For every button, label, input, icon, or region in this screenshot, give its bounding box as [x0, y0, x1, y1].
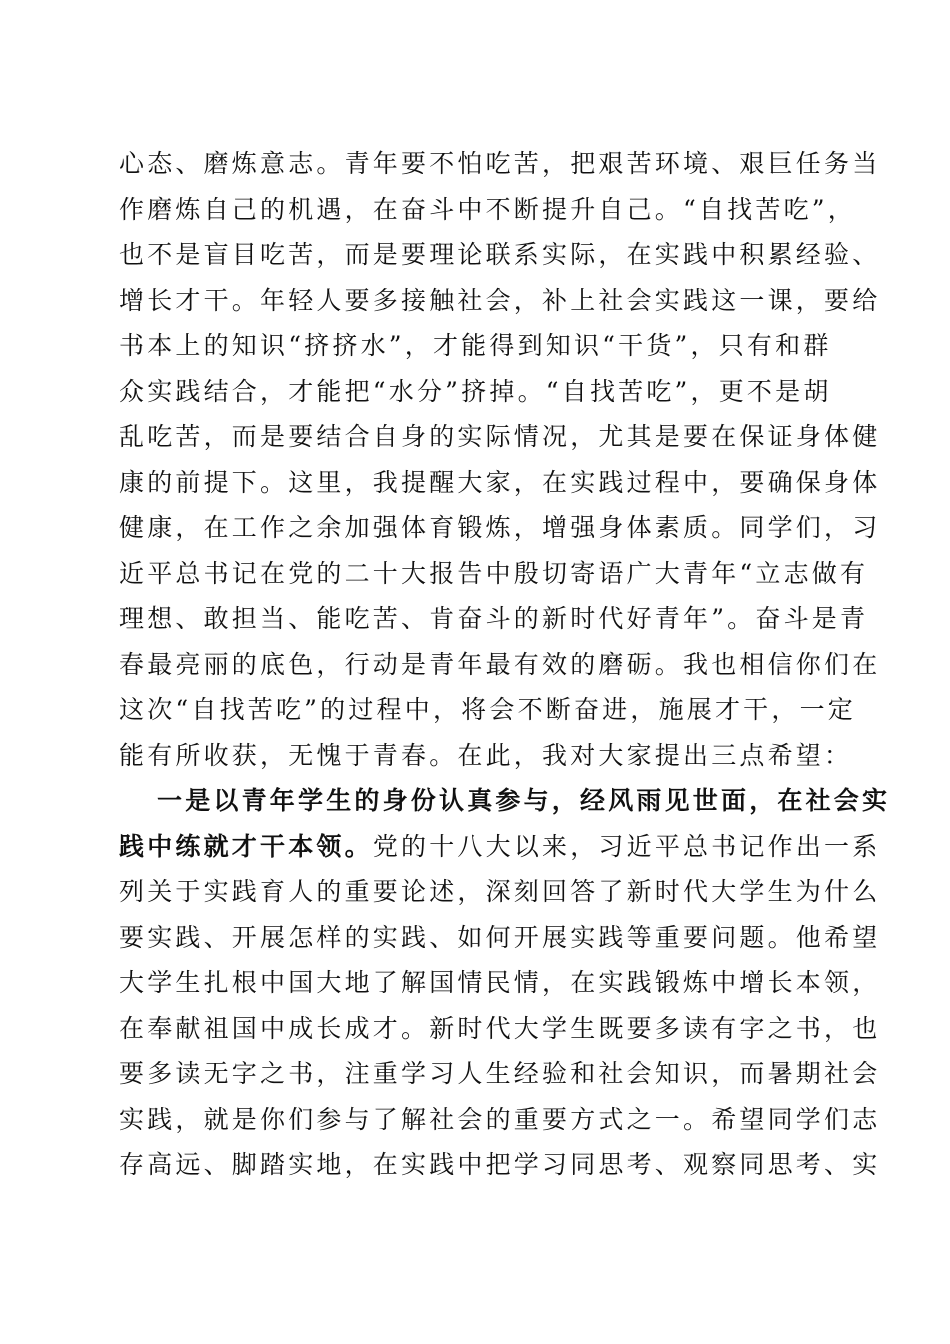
text-line: 这次“自找苦吃”的过程中，将会不断奋进，施展才干，一定: [119, 695, 856, 724]
text-line: 健康，在工作之余加强体育锻炼，增强身体素质。同学们，习: [119, 513, 881, 542]
text-line: 理想、敢担当、能吃苦、肯奋斗的新时代好青年”。奋斗是青: [119, 604, 869, 633]
text-line: 大学生扎根中国大地了解国情民情，在实践锻炼中增长本领，: [119, 968, 881, 997]
text-line: 列关于实践育人的重要论述，深刻回答了新时代大学生为什么: [119, 877, 881, 906]
text-line: 众实践结合，才能把“水分”挤掉。“自找苦吃”，更不是胡: [119, 376, 832, 406]
text-line: 能有所收获，无愧于青春。在此，我对大家提出三点希望：: [119, 740, 853, 770]
text-line: 康的前提下。这里，我提醒大家，在实践过程中，要确保身体: [119, 467, 881, 497]
text-line: 作磨炼自己的机遇，在奋斗中不断提升自己。“自找苦吃”，: [119, 194, 856, 224]
first-hope-heading-end: 践中练就才干本领。: [119, 831, 373, 861]
text-line: [119, 824, 881, 870]
text-line-rest: 党的十八大以来，习近平总书记作出一系: [372, 831, 881, 861]
first-hope-heading: 一是以青年学生的身份认真参与，经风雨见世面，在社会实: [157, 786, 891, 815]
text-line: 春最亮丽的底色，行动是青年最有效的磨砺。我也相信你们在: [119, 649, 881, 679]
body-text: [119, 141, 891, 1188]
text-line: 实践，就是你们参与了解社会的重要方式之一。希望同学们志: [119, 1104, 881, 1134]
paragraph-hopes-intro: [119, 141, 881, 778]
text-line: 乱吃苦，而是要结合自身的实际情况，尤其是要在保证身体健: [119, 422, 881, 451]
text-line: 增长才干。年轻人要多接触社会，补上社会实践这一课，要给: [119, 285, 881, 315]
text-line: 要实践、开展怎样的实践、如何开展实践等重要问题。他希望: [119, 922, 881, 952]
text-line: 近平总书记在党的二十大报告中殷切寄语广大青年“立志做有: [119, 558, 869, 588]
text-line: 也不是盲目吃苦，而是要理论联系实际，在实践中积累经验、: [119, 240, 881, 269]
text-line: 要多读无字之书，注重学习人生经验和社会知识，而暑期社会: [119, 1059, 881, 1088]
text-line: 书本上的知识“挤挤水”，才能得到知识“干货”，只有和群: [119, 331, 832, 360]
text-line: 心态、磨炼意志。青年要不怕吃苦，把艰苦环境、艰巨任务当: [119, 149, 881, 178]
paragraph-first-hope: [119, 778, 891, 1188]
text-line: 在奉献祖国中成长成才。新时代大学生既要多读有字之书，也: [119, 1013, 881, 1043]
text-line: 存高远、脚踏实地，在实践中把学习同思考、观察同思考、实: [119, 1150, 881, 1179]
